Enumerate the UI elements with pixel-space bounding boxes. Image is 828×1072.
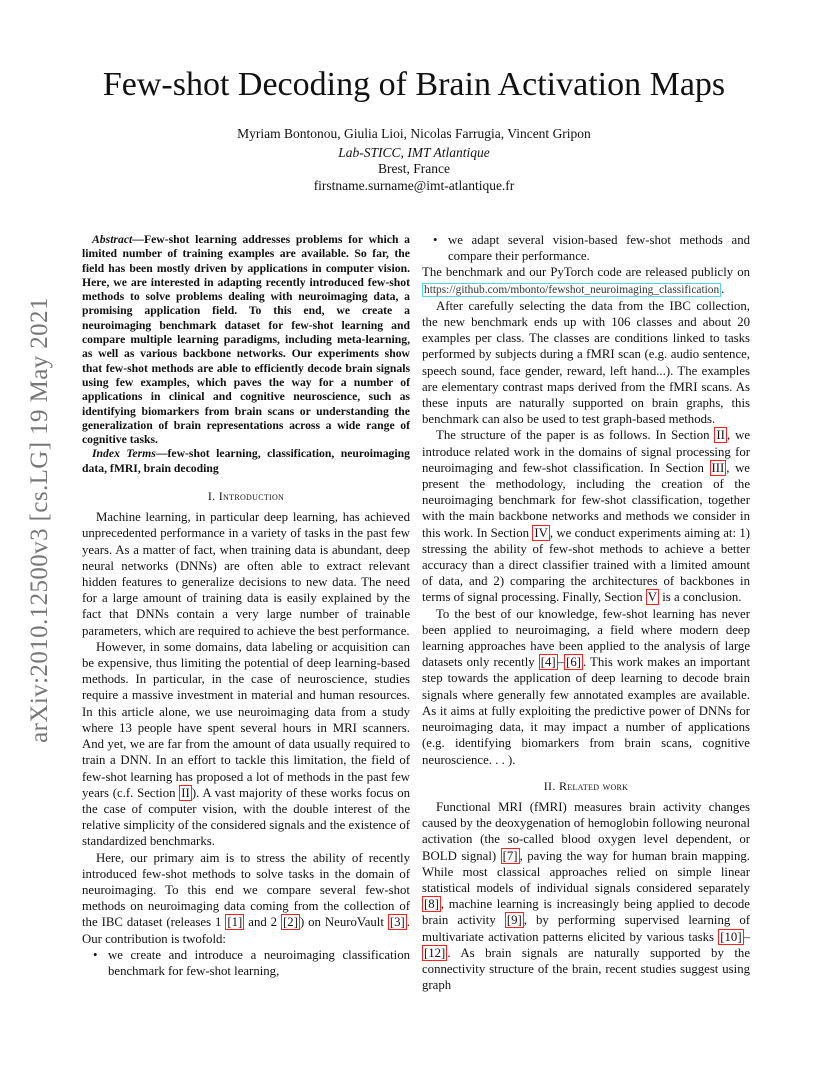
citation-link[interactable]: [7] (502, 848, 518, 863)
citation-link[interactable]: [12] (424, 945, 446, 960)
structure-paragraph (422, 427, 750, 605)
intro-paragraph-1: Machine learning, in particular deep learning, has achieved unprecedented performance in a variety of tasks in the past few years. As a matter of fact, when training data is abundant, deep neural networks (DNNs) are often able to extract relevant hidden features to generalize decisions to new data. The need for a large amount of training data is easily explained by the fact that DNNs contain a very large number of trainable parameters, which are required to achieve the best performance. (82, 510, 410, 638)
section-ref-link[interactable]: II (716, 428, 725, 443)
text-span: To the best of our knowledge, few-shot learning has never been applied to neuroimaging, a field where modern deep learning approaches have been applied to the analysis of large datasets only recently (422, 606, 750, 670)
arxiv-side-stamp (22, 285, 58, 755)
text-span: , we present the methodology, including the creation of the neuroimaging benchmark for few-shot classification, together with the main backbone networks and methods we consider in this work. In Section (422, 460, 750, 540)
text-span: The structure of the paper is as follows. In Section (436, 428, 715, 443)
abstract (82, 233, 410, 447)
section-number: I. (207, 489, 216, 504)
right-column (422, 232, 750, 993)
citation-link[interactable]: [9] (506, 913, 522, 928)
section-heading-introduction (82, 488, 410, 504)
text-span: , paving the way for human brain mapping. While most classical approaches relied on simple linear statistical models of individual signals considered separately (422, 848, 750, 895)
index-terms-label: Index Terms (92, 447, 156, 461)
text-span: However, in some domains, data labeling or acquisition can be expensive, thus limiting the potential of deep learning-based methods. In particular, in the case of neuroscience, studies require a massive investment in material and human resources. In this article alone, we use neuroimaging data from a study where 13 people have spent several hours in MRI scanners. And yet, we are far from the amount of data usually required to train a DNN. In an effort to tackle this limitation, the field of few-shot learning has proposed a lot of methods in the past few years (c.f. Section (82, 639, 410, 800)
text-span: , we conduct experiments aiming at: 1) stressing the ability of few-shot methods to achieve a better accuracy than a direct classifier trained with a limited amount of data, and 2) comparing the architectures of backbones in terms of signal processing. Finally, Section (422, 525, 750, 605)
citation-link[interactable]: [10] (720, 929, 742, 944)
citation-link[interactable]: [8] (424, 897, 439, 912)
contribution-list-continued (422, 232, 750, 264)
text-span: Functional MRI (fMRI) measures brain activity changes caused by the deoxygenation of hemoglobin following neuronal activation (the so-called blood oxygen level dependent, or BOLD signal) (422, 799, 750, 863)
text-span: , we introduce related work in the domains of signal processing for neuroimaging and few-shot classification. In Section (422, 428, 750, 475)
section-heading-related-work (422, 778, 750, 794)
section-ref-link[interactable]: IV (534, 525, 548, 540)
section-title: Introduction (218, 489, 285, 504)
text-span: ) on NeuroVault (299, 915, 388, 930)
citation-link[interactable]: [4] (540, 655, 556, 670)
affiliation-city: Brest, France (378, 161, 450, 176)
citation-link[interactable]: [2] (283, 915, 298, 930)
text-span: . As brain signals are naturally supported by the connectivity structure of the brain, recent studies suggest using graph (422, 945, 750, 993)
text-span: , by performing supervised learning of multivariate activation patterns elicited by various tasks (422, 913, 750, 944)
section-ref-link[interactable]: V (647, 590, 658, 605)
author-email: firstname.surname@imt-atlantique.fr (313, 178, 515, 193)
intro-paragraph-3 (82, 850, 410, 947)
text-span: . Our contribution is twofold: (82, 915, 410, 946)
knowledge-paragraph (422, 606, 750, 768)
author-list: Myriam Bontonou, Giulia Lioi, Nicolas Farrugia, Vincent Gripon (237, 126, 591, 141)
citation-link[interactable]: [1] (227, 915, 243, 930)
arxiv-identifier: arXiv:2010.12500v3 [cs.LG] 19 May 2021 (26, 297, 54, 743)
related-work-paragraph (422, 799, 750, 993)
section-number: II. (543, 778, 556, 793)
text-span: – (557, 655, 565, 670)
contribution-item: • we create and introduce a neuroimaging classification benchmark for few-shot learning, (108, 947, 410, 979)
contribution-item: • we adapt several vision-based few-shot methods and compare their performance. (448, 232, 750, 264)
github-url-link[interactable]: https://github.com/mbonto/fewshot_neuroimaging_classification (424, 283, 720, 296)
contribution-list (82, 947, 410, 979)
affiliation-lab: Lab-STICC, IMT Atlantique (338, 145, 490, 160)
text-span: and 2 (244, 915, 282, 930)
code-release-paragraph (422, 264, 750, 297)
text-span: , machine learning is increasingly being applied to decode brain activity (422, 897, 750, 928)
text-span: is a conclusion. (659, 590, 742, 605)
abstract-text: —Few-shot learning addresses problems for which a limited number of training examples are available. So far, the field has been mostly driven by applications in computer vision. Here, we are interested in adapting recently introduced few-shot methods to solve problems dealing with neuroimaging data, a promising application field. To this end, we create a neuroimaging benchmark dataset for few-shot learning and compare multiple learning paradigms, including meta-learning, as well as various backbone networks. Our experiments show that few-shot methods are able to efficiently decode brain signals using few examples, which paves the way for a number of applications in clinical and cognitive neuroscience, such as identifying biomarkers from brain scans or understanding the generalization of brain representations across a wide range of cognitive tasks. (82, 233, 410, 447)
benchmark-paragraph: After carefully selecting the data from the IBC collection, the new benchmark ends up with 106 classes and about 20 examples per class. The classes are conditions linked to tasks performed by subjects during a fMRI scan (e.g. audio sentence, speech sound, face gender, reward, left hand...). The examples are elementary contrast maps derived from the fMRI scans. As these inputs are naturally supported on brain graphs, this benchmark can also be used to test graph-based methods. (422, 298, 750, 427)
left-column (82, 233, 410, 979)
intro-paragraph-2 (82, 639, 410, 850)
paper-title: Few-shot Decoding of Brain Activation Maps (102, 66, 726, 103)
text-span: – (743, 929, 750, 944)
abstract-label: Abstract (92, 233, 133, 246)
text-span: . This work makes an important step towards the application of deep learning to decode brain signals where generally few annotated examples are available. As it aims at fully exploiting the predictive power of DNNs for neuroimaging data, it may impact a number of applications (e.g. identifying biomarkers from brain scans, cognitive neuroscience. . . ). (422, 655, 750, 767)
section-title: Related work (558, 778, 629, 793)
text-span: ). A vast majority of these works focus on the case of computer vision, with the double interest of the relative simplicity of the considered signals and the existence of standardized benchmarks. (82, 785, 410, 849)
index-terms-text: —few-shot learning, classification, neuroimaging data, fMRI, brain decoding (82, 447, 410, 475)
citation-link[interactable]: [6] (566, 655, 581, 670)
text-span: The benchmark and our PyTorch code are released publicly on (422, 265, 750, 280)
index-terms (82, 447, 410, 476)
citation-link[interactable]: [3] (389, 915, 405, 930)
text-span: . (721, 281, 725, 296)
section-ref-link[interactable]: II (181, 785, 190, 800)
text-span: Here, our primary aim is to stress the ability of recently introduced few-shot methods to solve tasks in the domain of neuroimaging. To this end we compare several few-shot methods on neuroimaging data coming from the collection of the IBC dataset (releases 1 (82, 850, 410, 930)
section-ref-link[interactable]: III (711, 460, 725, 475)
